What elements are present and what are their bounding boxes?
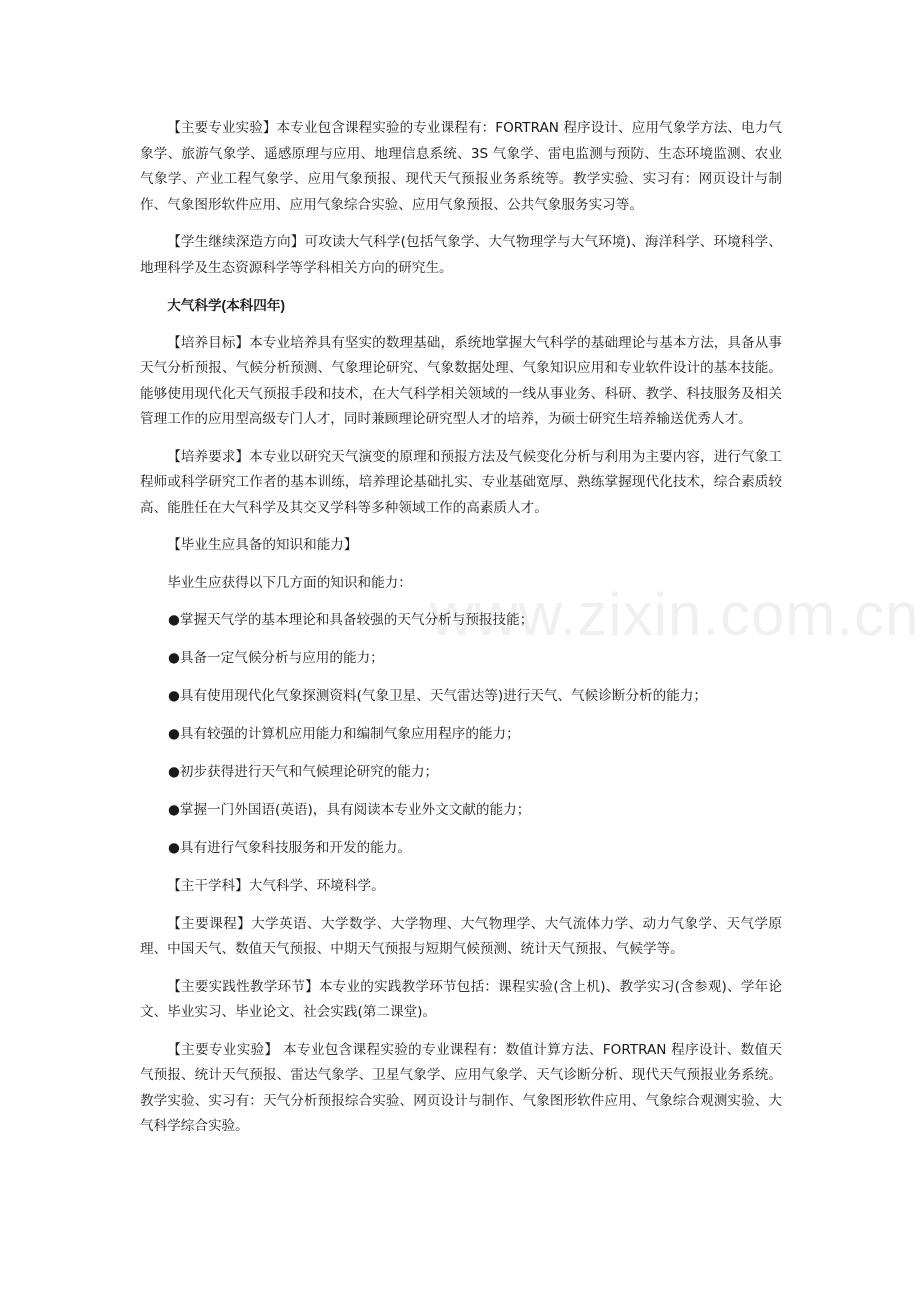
paragraph-further-study: 【学生继续深造方向】可攻读大气科学(包括气象学、大气物理学与大气环境)、海洋科学、环境科学、地理科学及生态资源科学等学科相关方向的研究生。 [140, 234, 782, 276]
paragraph-practice: 【主要实践性教学环节】本专业的实践教学环节包括：课程实验(含上机)、教学实习(含参观)、学年论文、毕业实习、毕业论文、社会实践(第二课堂)。 [140, 978, 782, 1020]
paragraph-knowledge-heading: 【毕业生应具备的知识和能力】 [167, 537, 358, 553]
paragraph-training-goal: 【培养目标】本专业培养具有坚实的数理基础，系统地掌握大气科学的基础理论与基本方法，具备从事天气分析预报、气候分析预测、气象理论研究、气象数据处理、气象知识应用和专业软件设计的基本技能。能够使用现代化天气预报手段和技术，在大气科学相关领域的一线从事业务、科研、教学、科技服务及相关管理工作的应用型高级专门人才，同时兼顾理论研究型人才的培养，为硕士研究生培养输送优秀人才。 [140, 334, 782, 427]
paragraph-training-requirements: 【培养要求】本专业以研究天气演变的原理和预报方法及气候变化分析与利用为主要内容，进行气象工程师或科学研究工作者的基本训练，培养理论基础扎实、专业基础宽厚、熟练掌握现代化技术，综合素质较高、能胜任在大气科学及其交叉学科等多种领域工作的高素质人才。 [140, 448, 782, 516]
paragraph-knowledge-intro: 毕业生应获得以下几方面的知识和能力： [167, 574, 412, 591]
paragraph-main-experiments-1: 【主要专业实验】本专业包含课程实验的专业课程有：FORTRAN 程序设计、应用气象学方法、电力气象学、旅游气象学、遥感原理与应用、地理信息系统、3S 气象学、雷电监测与预防、生态环境监测、农业气象学、产业工程气象学、应用气象预报、现代天气预报业务系统等。教学实验、实习有：网页设计与制作、气象图形软件应用、应用气象综合实验、应用气象预报、公共气象服务实习等。 [140, 120, 782, 213]
watermark: www.zixin.com.cn [430, 581, 920, 648]
list-item: ●具有进行气象科技服务和开发的能力。 [168, 840, 411, 856]
ability-list [140, 608, 782, 862]
paragraph-main-experiments-2: 【主要专业实验】 本专业包含课程实验的专业课程有：数值计算方法、FORTRAN 程序设计、数值天气预报、统计天气预报、雷达气象学、卫星气象学、应用气象学、天气诊断分析、现代天气预报业务系统。教学实验、实习有：天气分析预报综合实验、网页设计与制作、气象图形软件应用、气象综合观测实验、大气科学综合实验。 [140, 1041, 782, 1134]
list-item: ●初步获得进行天气和气候理论研究的能力； [168, 764, 439, 780]
list-item: ●具备一定气候分析与应用的能力； [168, 650, 384, 666]
list-item: ●掌握天气学的基本理论和具备较强的天气分析与预报技能； [168, 612, 534, 628]
paragraph-main-courses: 【主要课程】大学英语、大学数学、大学物理、大气物理学、大气流体力学、动力气象学、天气学原理、中国天气、数值天气预报、中期天气预报与短期气候预测、统计天气预报、气候学等。 [140, 915, 782, 957]
paragraph-core-disciplines: 【主干学科】大气科学、环境科学。 [167, 878, 385, 894]
list-item: ●掌握一门外国语(英语)，具有阅读本专业外文文献的能力； [168, 802, 531, 818]
document-body [140, 116, 782, 1152]
list-item: ●具有较强的计算机应用能力和编制气象应用程序的能力； [168, 726, 520, 742]
section-heading-atmospheric-science: 大气科学(本科四年) [167, 298, 285, 313]
list-item: ●具有使用现代化气象探测资料(气象卫星、天气雷达等)进行天气、气候诊断分析的能力； [168, 688, 708, 704]
